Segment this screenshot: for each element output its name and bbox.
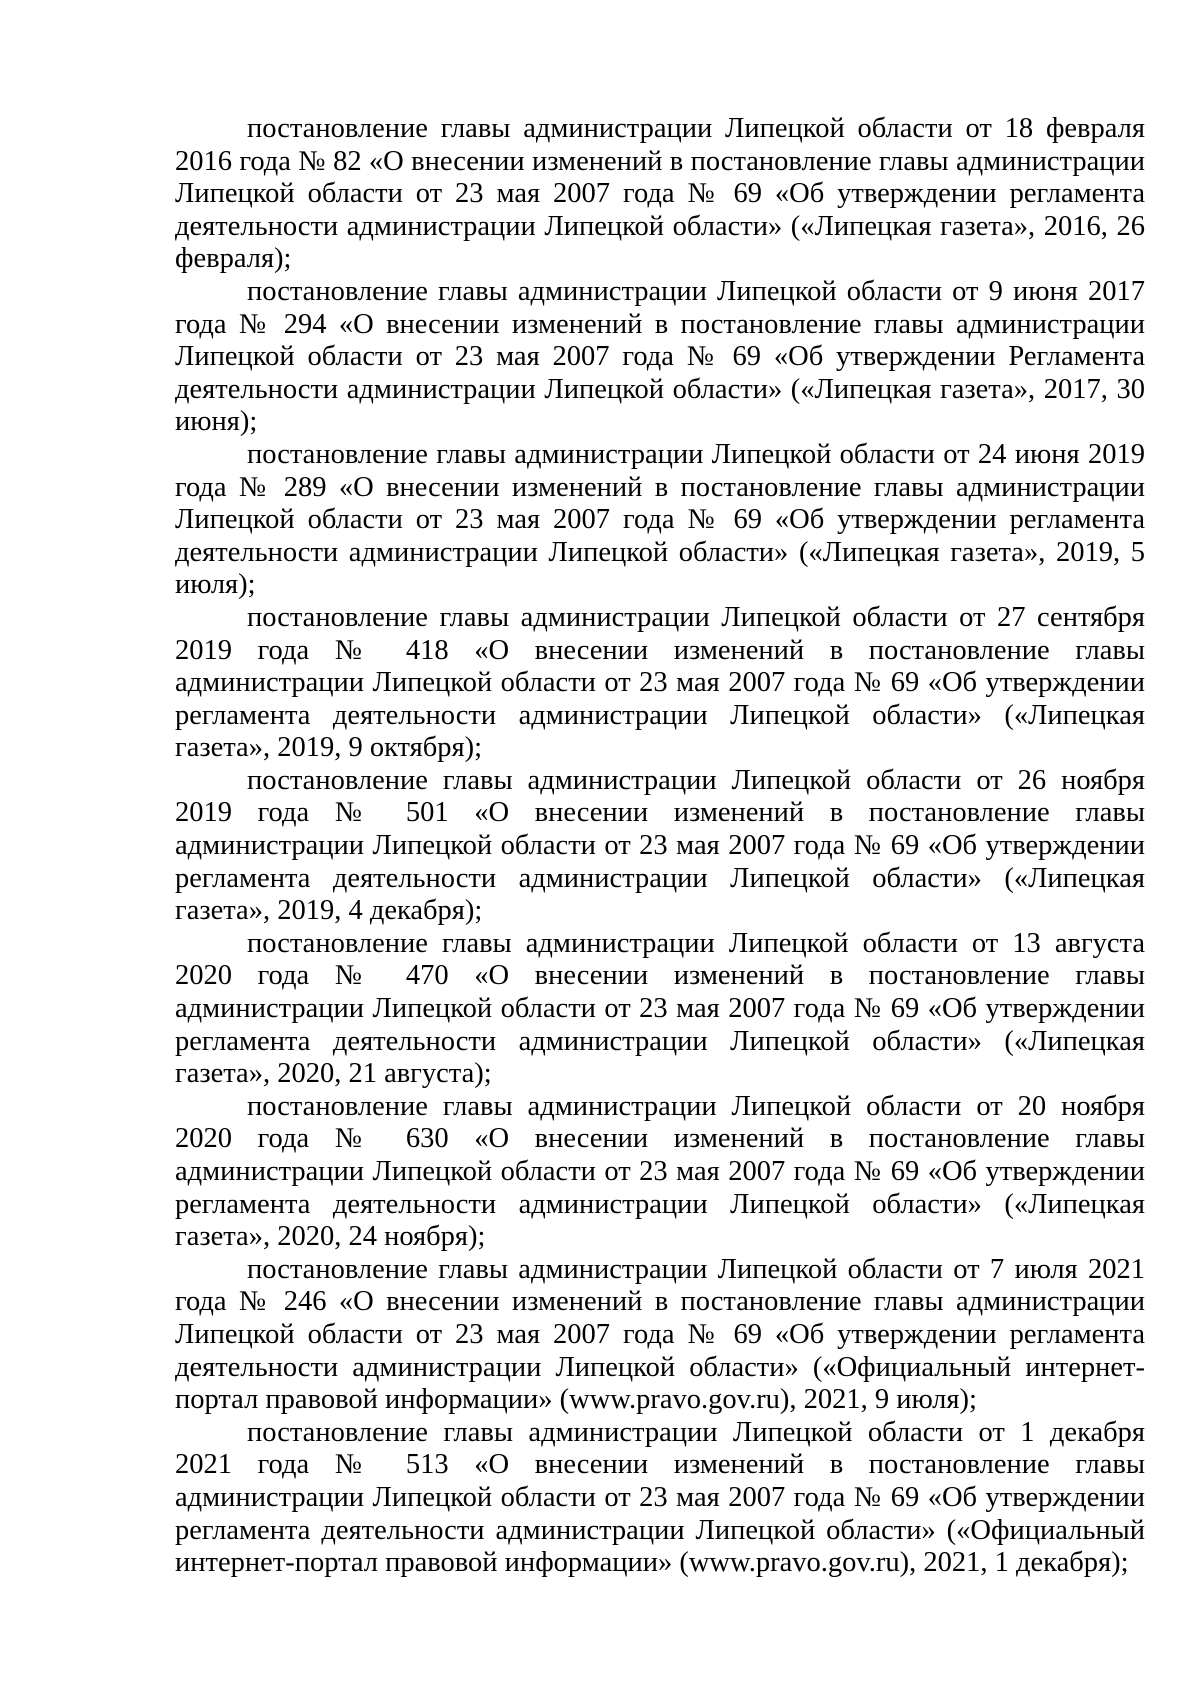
document-paragraph: постановление главы администрации Липецкой области от 9 июня 2017 года № 294 «О внесении изменений в постановление главы администрации Липецкой области от 23 мая 2007 года № 69 «Об утверждении Регламента деятельности администрации Липецкой области» («Липецкая газета», 2017, 30 июня); xyxy=(175,275,1145,438)
document-paragraph: постановление главы администрации Липецкой области от 26 ноября 2019 года № 501 «О внесении изменений в постановление главы администрации Липецкой области от 23 мая 2007 года № 69 «Об утверждении регламента деятельности администрации Липецкой области» («Липецкая газета», 2019, 4 декабря); xyxy=(175,764,1145,927)
document-paragraph: постановление главы администрации Липецкой области от 20 ноября 2020 года № 630 «О внесении изменений в постановление главы администрации Липецкой области от 23 мая 2007 года № 69 «Об утверждении регламента деятельности администрации Липецкой области» («Липецкая газета», 2020, 24 ноября); xyxy=(175,1090,1145,1253)
document-paragraph: постановление главы администрации Липецкой области от 27 сентября 2019 года № 418 «О внесении изменений в постановление главы администрации Липецкой области от 23 мая 2007 года № 69 «Об утверждении регламента деятельности администрации Липецкой области» («Липецкая газета», 2019, 9 октября); xyxy=(175,601,1145,764)
document-paragraph: постановление главы администрации Липецкой области от 1 декабря 2021 года № 513 «О внесении изменений в постановление главы администрации Липецкой области от 23 мая 2007 года № 69 «Об утверждении регламента деятельности администрации Липецкой области» («Официальный интернет-портал правовой информации» (www.pravo.gov.ru), 2021, 1 декабря); xyxy=(175,1416,1145,1579)
document-paragraph: постановление главы администрации Липецкой области от 13 августа 2020 года № 470 «О внесении изменений в постановление главы администрации Липецкой области от 23 мая 2007 года № 69 «Об утверждении регламента деятельности администрации Липецкой области» («Липецкая газета», 2020, 21 августа); xyxy=(175,927,1145,1090)
document-page xyxy=(175,113,1145,1580)
document-paragraph: постановление главы администрации Липецкой области от 18 февраля 2016 года № 82 «О внесении изменений в постановление главы администрации Липецкой области от 23 мая 2007 года № 69 «Об утверждении регламента деятельности администрации Липецкой области» («Липецкая газета», 2016, 26 февраля); xyxy=(175,113,1145,275)
document-paragraph: постановление главы администрации Липецкой области от 7 июля 2021 года № 246 «О внесении изменений в постановление главы администрации Липецкой области от 23 мая 2007 года № 69 «Об утверждении регламента деятельности администрации Липецкой области» («Официальный интернет-портал правовой информации» (www.pravo.gov.ru), 2021, 9 июля); xyxy=(175,1253,1145,1416)
document-paragraph: постановление главы администрации Липецкой области от 24 июня 2019 года № 289 «О внесении изменений в постановление главы администрации Липецкой области от 23 мая 2007 года № 69 «Об утверждении регламента деятельности администрации Липецкой области» («Липецкая газета», 2019, 5 июля); xyxy=(175,438,1145,601)
